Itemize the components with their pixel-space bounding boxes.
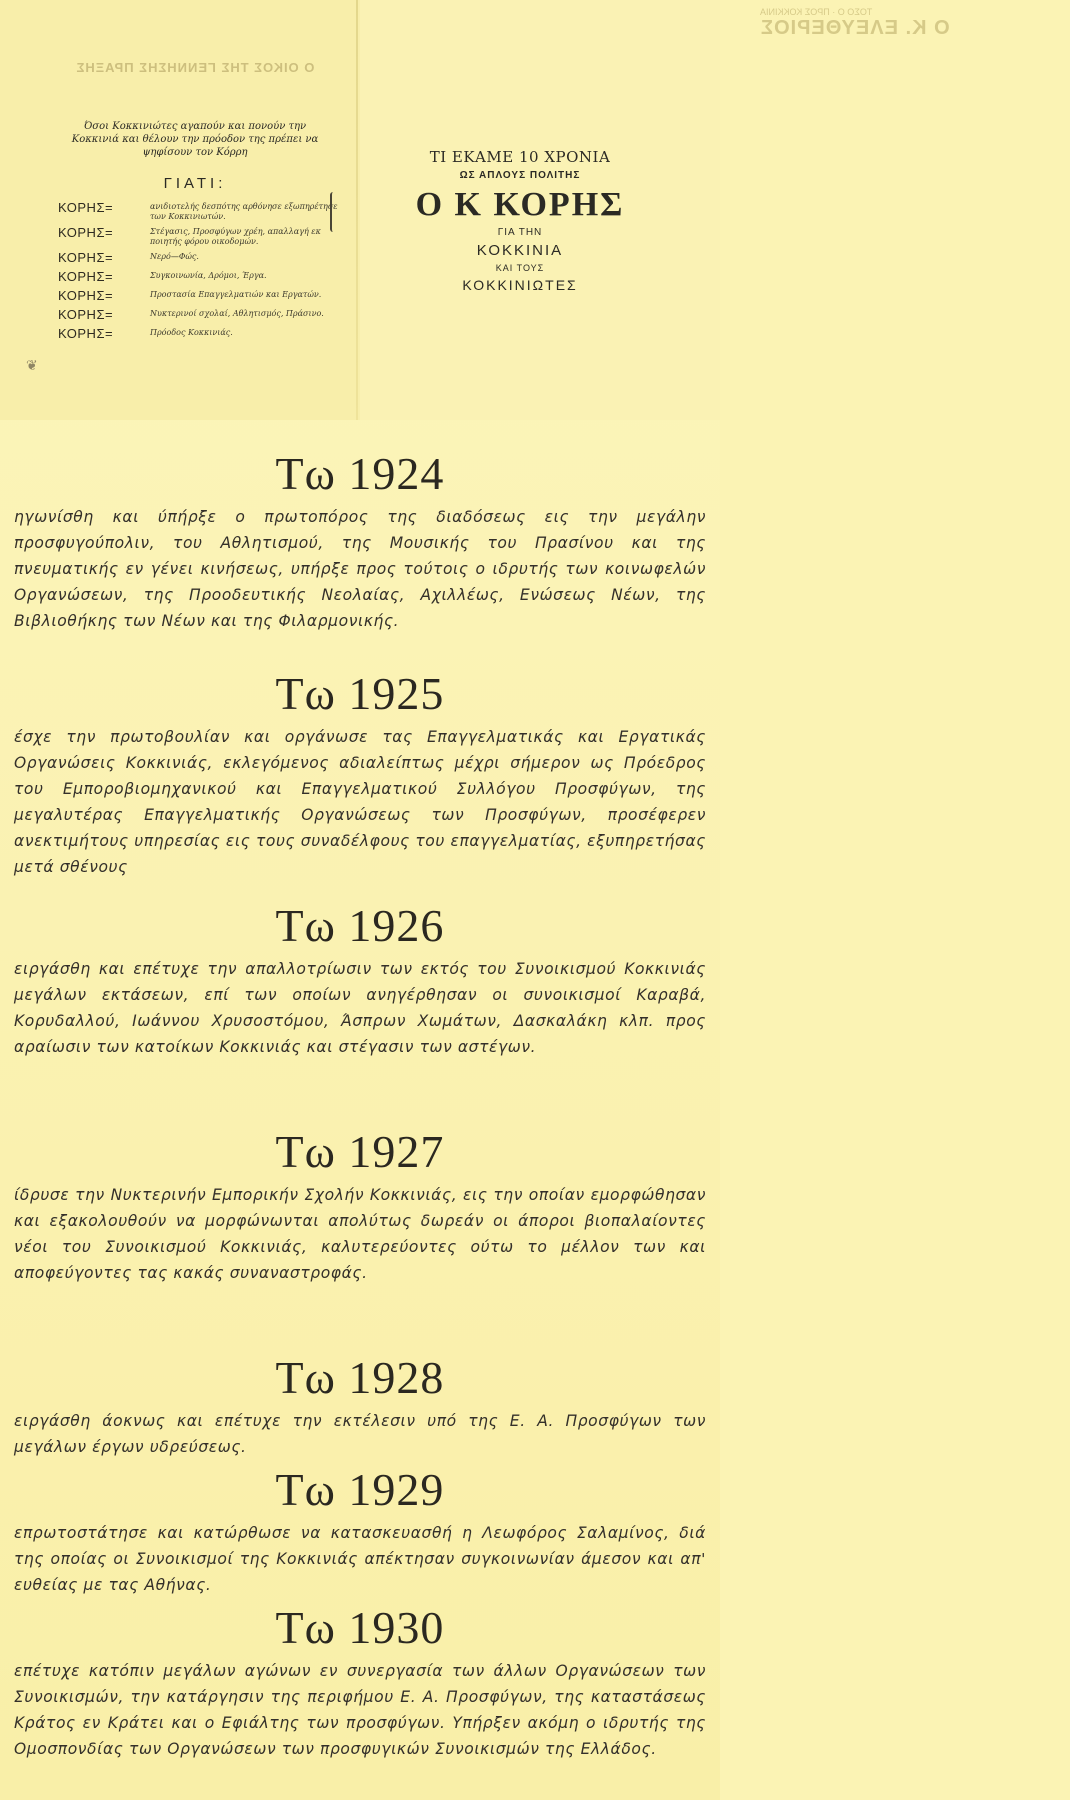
year-text: ειργάσθη άοκνως και επέτυχε την εκτέλεσιν υπό της Ε. Α. Προσφύγων των μεγάλων έργων υδρεύσεως. [14,1412,706,1456]
reason-name: ΚΟΡΗΣ= [58,326,114,341]
year-text: ίδρυσε την Νυκτερινήν Εμπορικήν Σχολήν Κοκκινιάς, εις την οποίαν εμορφώθησαν και εξακολουθούν να μορφώνωνται απολύτως δωρεάν οι άποροι βιοπαλαίοντες νέοι του Συνοικισμού Κοκκινιάς, καλυτερεύοντες ούτω το μέλλον των και αποφεύγοντες τας κακάς συναναστροφάς. [14,1186,706,1282]
entry-1928 [0,1352,720,1460]
entry-1929 [0,1464,720,1598]
leaflet-intro: Όσοι Κοκκινιώτες αγαπούν και πονούν την Κοκκινιά και θέλουν την πρόοδον της πρέπει να ψηφίσουν τον Κόρρη [71,121,319,158]
year-heading: Τω 1929 [275,1464,445,1515]
bleed-through-subtitle: ΤΟΣΟ Ο · ΠΡΟΣ ΚΟΚΚΙΝΙΑ [760,7,873,17]
reason-text: Πρόοδος Κοκκινιάς. [150,328,233,337]
reason-text: Στέγασις, Προσφύγων χρέη, απαλλαγή εκ ποιητής φόρου οικοδομών. [150,227,321,246]
year-text: επρωτοστάτησε και κατώρθωσε να κατασκευασθή η Λεωφόρος Σαλαμίνος, διά της οποίας οι Συνοικισμοί της Κοκκινιάς απέκτησαν συγκοινωνίαν άμεσον και απ' ευθείας με τας Αθήνας. [14,1524,706,1594]
reason-item [58,288,348,304]
reason-text: Νυκτερινοί σχολαί, Αθλητισμός, Πράσινο. [150,309,324,318]
year-heading: Τω 1926 [275,900,445,951]
reason-text: ανιδιοτελής δεσπότης αρθόνησε εξωπηρέτησε των Κοκκινιωτών. [150,202,338,221]
reason-item [58,326,348,342]
year-heading: Τω 1927 [275,1126,445,1177]
entry-1927 [0,1126,720,1286]
reason-text: Προστασία Επαγγελματιών και Εργατών. [150,290,322,299]
year-text: έσχε την πρωτοβουλίαν και οργάνωσε τας Επαγγελματικάς και Εργατικάς Οργανώσεις Κοκκινιάς, εκλεγόμενος αδιαλείπτως μέχρι σήμερον ως Πρόεδρος του Εμποροβιομηχανικού και Επαγγελματικού Συλλόγου Προσφύγων, της μεγαλυτέρας Επαγγελματικής Οργανώσεως των Προσφύγων, προσέφερεν ανεκτιμήτους υπηρεσίας εις τους συναδέλφους του επαγγελματίας, εξυπηρετήσας μετά σθένους [14,728,706,876]
cover-line-4: ΓΙΑ ΤΗΝ [497,227,543,238]
leaflet-cover [390,148,650,293]
year-heading: Τω 1924 [275,448,445,499]
reason-name: ΚΟΡΗΣ= [58,200,114,215]
reason-name: ΚΟΡΗΣ= [58,307,114,322]
entry-1926 [0,900,720,1060]
cover-name: Ο Κ ΚΟΡΗΣ [415,186,625,223]
reason-text: Συγκοινωνία, Δρόμοι, Έργα. [150,271,267,280]
year-text: ηγωνίσθη και ύπήρξε ο πρωτοπόρος της διαδόσεως εις την μεγάλην προσφυγούπολιν, του Αθλητισμού, της Μουσικής του Πρασίνου και της πνευματικής εν γένει κινήσεως, υπήρξε προς τούτοις ο ιδρυτής των κοινωφελών Οργανώσεων, της Προοδευτικής Νεολαίας, Αχιλλέως, Ενώσεως Νέων, της Βιβλιοθήκης των Νέων και της Φιλαρμονικής. [14,508,706,630]
entry-1930 [0,1602,720,1762]
entry-1925 [0,668,720,880]
bleed-through-heading: Ο ΟΙΚΟΣ ΤΗΣ ΓΕΝΝΗΣΗΣ ΠΡΑΞΗΣ [75,60,315,75]
cover-line-7: ΚΟΚΚΙΝΙΩΤΕΣ [462,277,578,293]
cover-line-1: ΤΙ ΕΚΑΜΕ 10 ΧΡΟΝΙΑ [429,148,611,166]
cover-line-2: ΩΣ ΑΠΛΟΥΣ ΠΟΛΙΤΗΣ [459,170,581,181]
leaflet-giati-heading: ΓΙΑΤΙ: [163,175,227,192]
bleed-through-title [760,6,1070,38]
fold-crease [356,0,358,420]
reason-item [58,225,348,247]
reason-text: Νερό—Φώς. [150,252,199,261]
reason-item [58,200,348,222]
reason-name: ΚΟΡΗΣ= [58,225,114,240]
year-heading: Τω 1928 [275,1352,445,1403]
reason-name: ΚΟΡΗΣ= [58,288,114,303]
reasons-list [58,200,348,345]
entry-1924 [0,448,720,634]
leaflet-back-page [0,0,360,420]
reason-item [58,269,348,285]
year-text: επέτυχε κατόπιν μεγάλων αγώνων εν συνεργασία των άλλων Οργανώσεων των Συνοικισμών, την κατάργησιν της περιφήμου Ε. Α. Προσφύγων, της καταστάσεως Κράτος εν Κράτει και ο Εφιάλτης των προσφύγων. Υπήρξεν ακόμη ο ιδρυτής της Ομοσπονδίας των Οργανώσεων των προσφυγικών Συνοικισμών της Ελλάδος. [14,1662,706,1758]
bleed-through-title-text: Ο Κ. ΕΛΕΥΘΕΡΙΟΣ [760,17,950,39]
cover-line-6: ΚΑΙ ΤΟΥΣ [495,263,545,273]
cover-line-5: ΚΟΚΚΙΝΙΑ [476,242,564,259]
year-heading: Τω 1930 [275,1602,445,1653]
reason-name: ΚΟΡΗΣ= [58,250,114,265]
year-heading: Τω 1925 [275,668,445,719]
reason-item [58,307,348,323]
reason-name: ΚΟΡΗΣ= [58,269,114,284]
year-text: ειργάσθη και επέτυχε την απαλλοτρίωσιν των εκτός του Συνοικισμού Κοκκινιάς μεγάλων εκτάσεων, επί των οποίων ανηγέρθησαν οι συνοικισμοί Καραβά, Κορυδαλλού, Ιωάννου Χρυσοστόμου, Άσπρων Χωμάτων, Δασκαλάκη κλπ. προς αραίωσιν των κατοίκων Κοκκινιάς και στέγασιν των αστέγων. [14,960,706,1056]
reason-item [58,250,348,266]
bracket-mark [330,192,336,232]
ornament-icon: ❦ [26,358,38,374]
